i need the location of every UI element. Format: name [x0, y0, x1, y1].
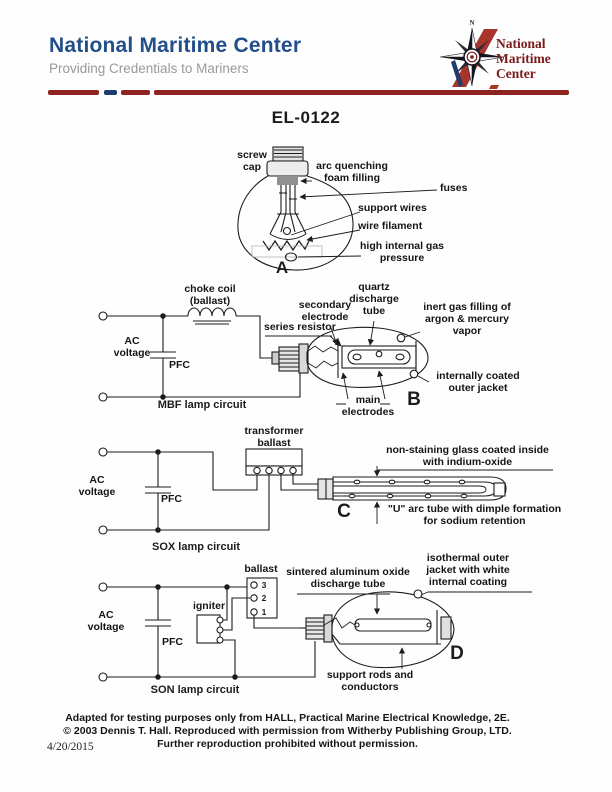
logo-line-3: Center: [496, 66, 536, 81]
son-circuit-drawing: [99, 578, 532, 681]
label-support-wires: support wires: [358, 202, 427, 214]
label-ac-voltage-b: AC voltage: [113, 335, 151, 359]
figure-b-letter: B: [407, 389, 421, 410]
footer-attribution-line-3: Further reproduction prohibited without permission.: [157, 738, 418, 750]
logo-line-1: National: [496, 36, 546, 51]
label-pfc-d: PFC: [162, 636, 183, 648]
footer-attribution-line-1: Adapted for testing purposes only from HALL, Practical Marine Electrical Knowledge, 2E.: [65, 712, 510, 724]
page-subtitle: Providing Credentials to Mariners: [49, 61, 249, 76]
footer-attribution-line-2: © 2003 Dennis T. Hall. Reproduced with permission from Witherby Publishing Group, LTD.: [63, 725, 512, 737]
ballast-terminal-2: 2: [261, 593, 267, 603]
label-arc-quenching-foam: arc quenching foam filling: [316, 160, 388, 184]
ballast-terminal-1: 1: [261, 607, 267, 617]
label-internally-coated-jacket: internally coated outer jacket: [436, 370, 520, 394]
label-secondary-electrode: secondary electrode: [298, 299, 352, 323]
logo-line-2: Maritime: [496, 51, 551, 66]
label-screw-cap: screw cap: [237, 149, 267, 173]
figure-b-caption: MBF lamp circuit: [157, 399, 247, 411]
ballast-terminal-3: 3: [261, 580, 267, 590]
label-ac-voltage-c: AC voltage: [78, 474, 116, 498]
figure-a-letter: A: [275, 258, 289, 277]
label-choke-coil-ballast: choke coil (ballast): [184, 283, 236, 307]
label-fuses: fuses: [440, 182, 468, 194]
label-series-resistor: series resistor: [264, 321, 336, 333]
label-ballast: ballast: [244, 563, 278, 575]
label-isothermal-jacket: isothermal outer jacket with white internal coating: [426, 552, 510, 588]
document-code: EL-0122: [271, 108, 341, 127]
label-non-staining-glass: non-staining glass coated inside with indium-oxide: [386, 444, 549, 468]
label-quartz-discharge-tube: quartz discharge tube: [349, 281, 399, 317]
label-support-rods: support rods and conductors: [326, 669, 414, 693]
label-inert-gas-filling: inert gas filling of argon & mercury vapor: [423, 301, 511, 337]
footer-date: 4/20/2015: [47, 741, 94, 753]
compass-north-label: N: [469, 19, 475, 27]
label-pfc-c: PFC: [161, 493, 182, 505]
label-sintered-discharge-tube: sintered aluminum oxide discharge tube: [286, 566, 410, 590]
page-title: National Maritime Center: [49, 34, 302, 57]
label-ac-voltage-d: AC voltage: [87, 609, 125, 633]
label-pfc-b: PFC: [169, 359, 190, 371]
label-high-internal-gas-pressure: high internal gas pressure: [360, 240, 445, 264]
figure-d-letter: D: [450, 643, 464, 664]
figure-c-caption: SOX lamp circuit: [151, 541, 241, 553]
figure-d-caption: SON lamp circuit: [150, 684, 240, 696]
figure-c-letter: C: [337, 501, 351, 522]
label-igniter: igniter: [192, 600, 226, 612]
label-main-electrodes: main electrodes: [341, 394, 395, 418]
label-wire-filament: wire filament: [358, 220, 423, 232]
label-u-arc-tube: "U" arc tube with dimple formation for sodium retention: [387, 503, 562, 527]
label-transformer-ballast: transformer ballast: [244, 425, 304, 449]
